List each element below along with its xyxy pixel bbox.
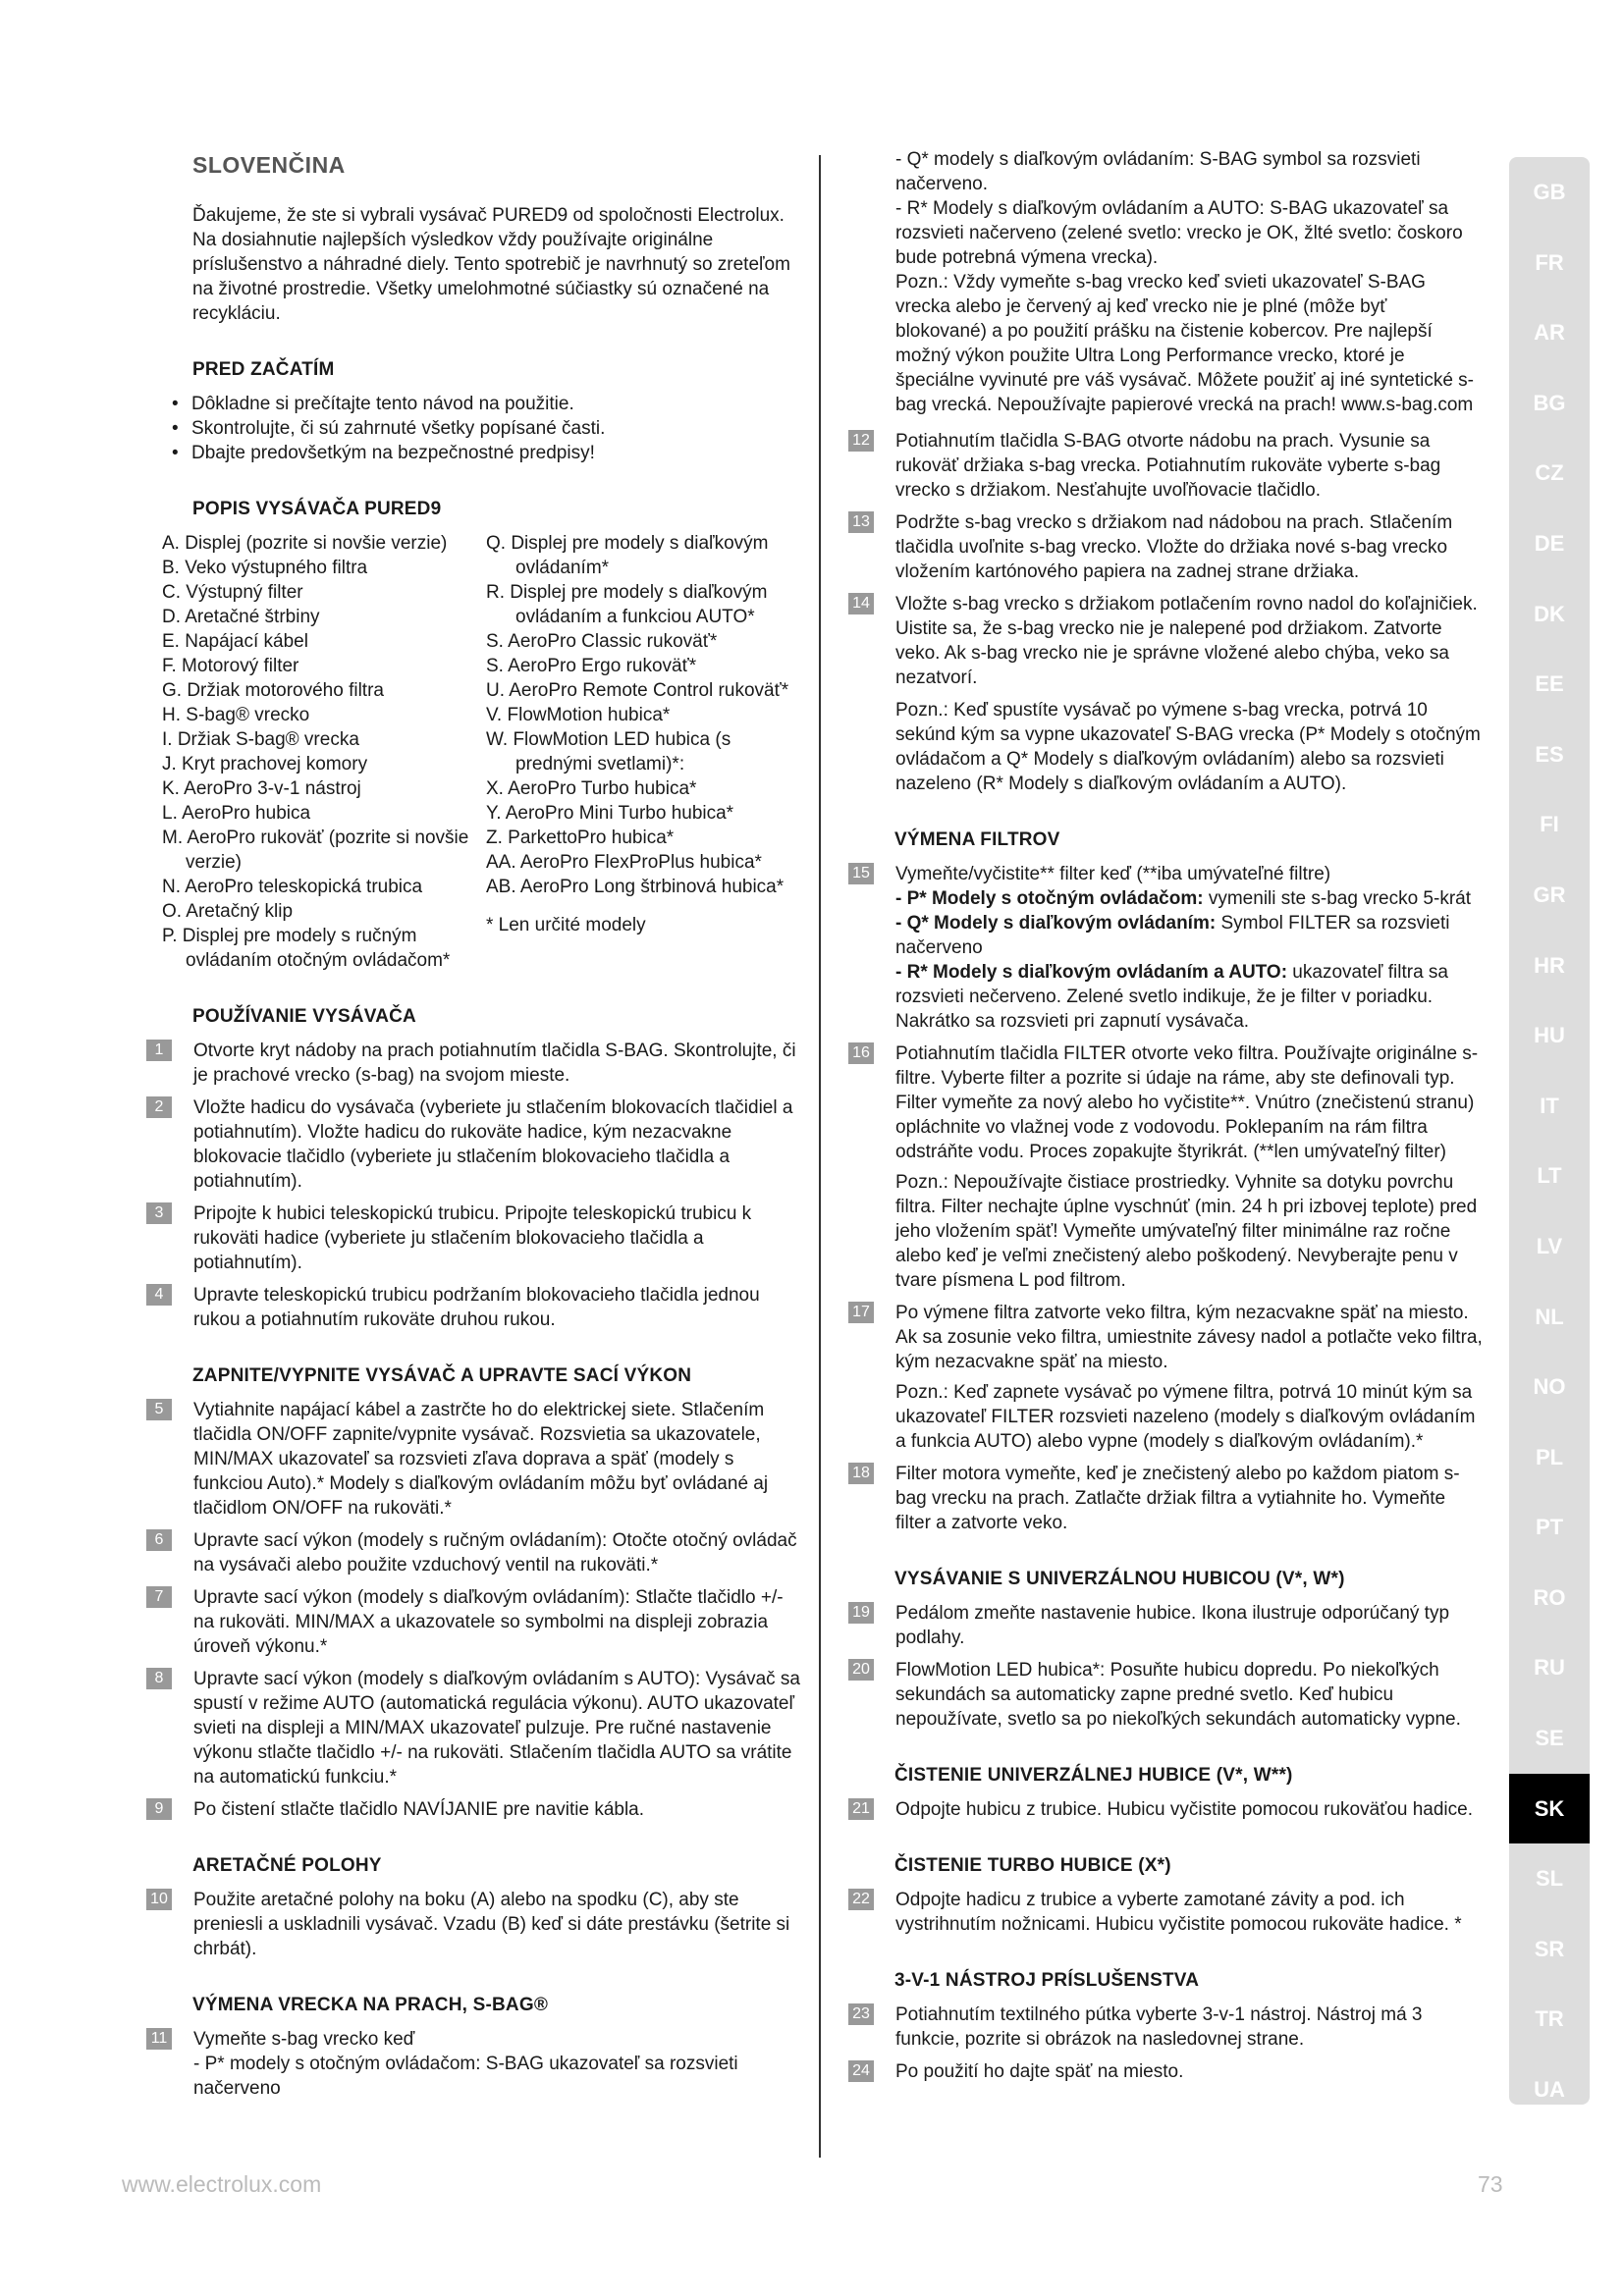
step-4-text: Upravte teleskopickú trubicu podržaním blokovacieho tlačidla jednou rukou a potiahnutím rukoväte druhou rukou. — [193, 1285, 760, 1330]
language-tab-de[interactable]: DE — [1534, 530, 1565, 556]
language-tab-ro[interactable]: RO — [1533, 1584, 1566, 1610]
parts-footnote: * Len určité modely — [486, 915, 646, 935]
language-tab-bg[interactable]: BG — [1533, 390, 1566, 415]
step-15-line-bold: - P* Modely s otočným ovládačom: — [895, 888, 1204, 909]
step-6-text: Upravte sací výkon (modely s ručným ovládaním): Otočte otočný ovládač na vysávači alebo použite vzduchový ventil na rukoväti.* — [193, 1530, 797, 1575]
step-number-15: 15 — [848, 863, 874, 884]
heading-filters: VÝMENA FILTROV — [894, 829, 1060, 850]
step-20 — [852, 1658, 1483, 1732]
step-15-line-text: Vymeňte/vyčistite** filter keď (**iba umývateľné filtre) — [895, 864, 1331, 884]
language-tab-lt[interactable]: LT — [1537, 1163, 1562, 1189]
intro-paragraph: Ďakujeme, že ste si vybrali vysávač PURED9 od spoločnosti Electrolux. Na dosiahnutie najlepších výsledkov vždy používajte originálne príslušenstvo a náhradné diely. Tento spotrebič je navrhnutý so zreteľom na životné prostredie. Všetky umelohmotné súčiastky sú označené na recykláciu. — [192, 205, 790, 324]
step-number-16: 16 — [848, 1042, 874, 1064]
step-2-text: Vložte hadicu do vysávača (vyberiete ju stlačením blokovacích tlačidiel a potiahnutím). Vložte hadicu do rukoväte hadice, kým nezacvakne blokovacie tlačidlo (vyberiete ju stlačením blokovacieho tlačidla a potiahnutím). — [193, 1097, 793, 1192]
language-tab-tr[interactable]: TR — [1535, 2006, 1564, 2032]
part-item: S. AeroPro Ergo rukoväť* — [486, 656, 697, 676]
step-number-23: 23 — [848, 2003, 874, 2025]
step-22-text: Odpojte hadicu z trubice a vyberte zamotané závity a pod. ich vystrihnutím nožnicami. Hubicu vyčistite pomocou rukoväte hadice. * — [895, 1890, 1462, 1935]
language-tab-gr[interactable]: GR — [1533, 881, 1566, 907]
step-24 — [852, 2059, 1483, 2084]
step-10 — [150, 1888, 805, 1961]
step-8-text: Upravte sací výkon (modely s diaľkovým ovládaním s AUTO): Vysávač sa spustí v režime AUTO (automatická regulácia výkonu). AUTO ukazovateľ svieti na displeji a MIN/MAX ukazovateľ pulzuje. Pre ručné nastavenie výkonu stlačte tlačidlo +/- na rukoväti. Stlačením tlačidla AUTO sa vrátite na automatickú funkciu.* — [193, 1669, 800, 1788]
step-number-21: 21 — [848, 1798, 874, 1820]
step-15-line — [895, 862, 1483, 886]
step-23 — [852, 2002, 1483, 2052]
step-20-text: FlowMotion LED hubica*: Posuňte hubicu dopredu. Po niekoľkých sekundách sa automaticky zapne predné svetlo. Keď hubicu nepoužívate, svetlo sa po niekoľkých sekundách automaticky vypne. — [895, 1660, 1461, 1730]
column-divider — [819, 155, 821, 2158]
step-number-20: 20 — [848, 1659, 874, 1681]
language-tab-se[interactable]: SE — [1535, 1726, 1564, 1751]
before-start-list — [162, 392, 805, 465]
step-3-text: Pripojte k hubici teleskopickú trubicu. Pripojte teleskopickú trubicu k rukoväti hadice (vyberiete ju stlačením blokovacieho tlačidla a potiahnutím). — [193, 1203, 752, 1273]
part-item: W. FlowMotion LED hubica (s prednými svetlami)*: — [486, 729, 731, 774]
part-item: K. AeroPro 3-v-1 nástroj — [162, 778, 361, 799]
language-tab-cz[interactable]: CZ — [1535, 460, 1564, 486]
language-tabs — [1509, 157, 1590, 2105]
language-tab-ru[interactable]: RU — [1534, 1655, 1565, 1681]
step-9 — [154, 1797, 805, 1822]
part-item: Q. Displej pre modely s diaľkovým ovládaním* — [486, 533, 769, 578]
step-23-text: Potiahnutím textilného pútka vyberte 3-v-1 nástroj. Nástroj má 3 funkcie, pozrite si obrázok na nasledovnej strane. — [895, 2004, 1423, 2050]
step-number-9: 9 — [146, 1798, 172, 1820]
language-tab-gb[interactable]: GB — [1533, 180, 1566, 204]
language-tab-ar[interactable]: AR — [1534, 320, 1565, 346]
step-11-line-2: - P* modely s otočným ovládačom: S-BAG ukazovateľ sa rozsvieti načerveno — [193, 2054, 738, 2099]
step-13-text: Podržte s-bag vrecko s držiakom nad nádobou na prach. Stlačením tlačidla uvoľnite s-bag vrecko. Vložte do držiaka nové s-bag vrecko vložením kartónového papiera na zadnej strane držiaka. — [895, 512, 1453, 582]
language-tab-sk[interactable]: SK — [1509, 1774, 1590, 1844]
step-12-text: Potiahnutím tlačidla S-BAG otvorte nádobu na prach. Vysunie sa rukoväť držiaka s-bag vrecka. Potiahnutím rukoväte vyberte s-bag vrecko s držiakom. Nesťahujte uvoľňovacie tlačidlo. — [895, 431, 1441, 501]
step-16-text: Potiahnutím tlačidla FILTER otvorte veko filtra. Používajte originálne s-filtre. Vyberte filter a pozrite si údaje na ráme, aby ste definovali typ. Filter vymeňte za nový alebo ho vyčistite**. Vnútro (znečistenú stranu) opláchnite vo vlažnej vode z vodovodu. Poklepaním na rám filtra odstráňte vodu. Proces zopakujte štyrikrát. (**len umývateľný filter) — [895, 1043, 1479, 1162]
step-number-5: 5 — [146, 1399, 172, 1420]
heading-use: POUŽÍVANIE VYSÁVAČA — [192, 1006, 416, 1027]
heading-clean-turbo: ČISTENIE TURBO HUBICE (X*) — [894, 1855, 1171, 1876]
step-8 — [154, 1667, 805, 1789]
step-14-text: Vložte s-bag vrecko s držiakom potlačením rovno nadol do koľajničiek. Uistite sa, že s-bag vrecko nie je nalepené pod držiakom. Zatvorte veko. Ak s-bag vrecko nie je správne vložené alebo chýba, veko sa nezatvorí. — [895, 594, 1478, 688]
step-22 — [852, 1888, 1483, 1937]
step-11-note: Pozn.: Vždy vymeňte s-bag vrecko keď svieti ukazovateľ S-BAG vrecka alebo je červený aj keď vrecko nie je plné (môže byť blokované) a po použití prášku na čistenie kobercov. Pre najlepší možný výkon použite Ultra Long Performance vrecko, ktoré je špeciálne vyvinuté pre váš vysávač. Môžete použiť aj iné syntetické s-bag vrecká. Nepoužívajte papierové vrecká na prach! www.s-bag.com — [895, 272, 1475, 415]
left-column — [150, 147, 805, 2109]
part-item: M. AeroPro rukoväť (pozrite si novšie verzie) — [162, 828, 469, 873]
step-number-17: 17 — [848, 1302, 874, 1323]
step-19-text: Pedálom zmeňte nastavenie hubice. Ikona ilustruje odporúčaný typ podlahy. — [895, 1603, 1450, 1648]
heading-before-start: PRED ZAČATÍM — [192, 359, 335, 380]
step-21-text: Odpojte hubicu z trubice. Hubicu vyčistite pomocou rukoväťou hadice. — [895, 1799, 1473, 1820]
step-15-lines — [895, 862, 1483, 1034]
step-number-19: 19 — [848, 1602, 874, 1624]
part-item: X. AeroPro Turbo hubica* — [486, 778, 697, 799]
clean-universal-steps — [852, 1797, 1483, 1822]
step-12 — [852, 429, 1483, 503]
part-item: V. FlowMotion hubica* — [486, 705, 671, 725]
part-item: A. Displej (pozrite si novšie verzie) — [162, 533, 448, 554]
language-tab-lv[interactable]: LV — [1536, 1233, 1563, 1258]
step-18 — [852, 1462, 1483, 1535]
part-item: R. Displej pre modely s diaľkovým ovládaním a funkciou AUTO* — [486, 582, 768, 627]
step-15-line-text: vymenili ste s-bag vrecko 5-krát — [1203, 888, 1471, 909]
part-item: P. Displej pre modely s ručným ovládaním otočným ovládačom* — [162, 926, 451, 971]
step-4 — [154, 1283, 805, 1332]
footer-url: www.electrolux.com — [122, 2171, 322, 2197]
heading-sbag: VÝMENA VRECKA NA PRACH, S-BAG® — [192, 1995, 549, 2015]
part-item: L. AeroPro hubica — [162, 803, 311, 824]
before-start-bullet: • Dôkladne si prečítajte tento návod na použitie. — [172, 392, 805, 416]
power-steps — [154, 1398, 805, 1822]
step-number-14: 14 — [848, 593, 874, 614]
heading-clean-universal: ČISTENIE UNIVERZÁLNEJ HUBICE (V*, W**) — [894, 1765, 1293, 1786]
part-item: J. Kryt prachovej komory — [162, 754, 368, 774]
step-2 — [154, 1095, 805, 1194]
step-16-note: Pozn.: Nepoužívajte čistiace prostriedky. Vyhnite sa dotyku povrchu filtra. Filter nechajte úplne vyschnúť (min. 24 h pri izbovej teplote) pred jeho vložením späť! Vymeňte umývateľný filter minimálne raz ročne alebo keď je veľmi znečistený alebo poškodený. Nevyberajte penu v tvare písmena L pod filtrom. — [895, 1172, 1478, 1291]
heading-universal: VYSÁVANIE S UNIVERZÁLNOU HUBICOU (V*, W*) — [894, 1569, 1345, 1589]
step-number-8: 8 — [146, 1668, 172, 1689]
language-tab-it[interactable]: IT — [1540, 1093, 1559, 1118]
part-item: N. AeroPro teleskopická trubica — [162, 877, 423, 897]
step-14-note: Pozn.: Keď spustíte vysávač po výmene s-bag vrecka, potrvá 10 sekúnd kým sa vypne ukazovateľ S-BAG vrecka (P* Modely s otočným ovládačom a Q* Modely s diaľkovým ovládaním) alebo sa rozsvieti nazeleno (R* Modely s diaľkovým ovládaním a AUTO). — [895, 700, 1481, 794]
step-number-6: 6 — [146, 1529, 172, 1551]
language-tab-ee[interactable]: EE — [1535, 671, 1564, 697]
step-15-line-text: ukazovateľ filtra sa rozsvieti nečerveno. Zelené svetlo indikuje, že je filter v poriadku. Nakrátko sa rozsvieti pri zapnutí vysávača. — [895, 962, 1448, 1032]
step-number-11: 11 — [146, 2028, 172, 2050]
language-tab-pt[interactable]: PT — [1535, 1515, 1564, 1540]
parking-steps — [150, 1888, 805, 1961]
step-5-text: Vytiahnite napájací kábel a zastrčte ho do elektrickej siete. Stlačením tlačidla ON/OFF zapnite/vypnite vysávač. Rozsvietia sa ukazovatele, MIN/MAX ukazovateľ sa rozsvieti zľava doprava a späť (modely s funkciou Auto).* Modely s diaľkovým ovládaním môžu byť ovládané aj tlačidlom ON/OFF na rukoväti.* — [193, 1400, 769, 1519]
part-item: U. AeroPro Remote Control rukoväť* — [486, 680, 789, 701]
step-16 — [852, 1041, 1483, 1293]
page-number: 73 — [1478, 2171, 1503, 2197]
part-item: Y. AeroPro Mini Turbo hubica* — [486, 803, 734, 824]
part-item: AA. AeroPro FlexProPlus hubica* — [486, 852, 762, 873]
step-15-line-bold: - Q* Modely s diaľkovým ovládaním: — [895, 913, 1217, 934]
heading-3in1: 3-V-1 NÁSTROJ PRÍSLUŠENSTVA — [894, 1970, 1200, 1991]
part-item: B. Veko výstupného filtra — [162, 558, 368, 578]
step-number-4: 4 — [146, 1284, 172, 1306]
step-11-line-1: Vymeňte s-bag vrecko keď — [193, 2029, 415, 2050]
language-tab-hu[interactable]: HU — [1534, 1023, 1565, 1048]
step-6 — [154, 1528, 805, 1577]
universal-steps — [852, 1601, 1483, 1732]
step-19 — [852, 1601, 1483, 1650]
parts-col-b — [486, 531, 800, 899]
parts-col-a — [162, 531, 486, 973]
step-number-12: 12 — [848, 430, 874, 452]
step-10-text: Použite aretačné polohy na boku (A) alebo na spodku (C), aby ste preniesli a uskladnili vysávač. Vzadu (B) keď si dáte prestávku (šetrite si chrbát). — [193, 1890, 790, 1959]
step-number-13: 13 — [848, 511, 874, 533]
step-15-line-bold: - R* Modely s diaľkovým ovládaním a AUTO: — [895, 962, 1288, 983]
language-tab-ua[interactable]: UA — [1534, 2077, 1565, 2103]
language-tab-hr[interactable]: HR — [1534, 952, 1565, 978]
step-number-7: 7 — [146, 1586, 172, 1608]
tool-3in1-steps — [852, 2002, 1483, 2084]
step-11 — [150, 2027, 805, 2101]
page-language-title: SLOVENČINA — [192, 152, 346, 178]
step-7-text: Upravte sací výkon (modely s diaľkovým ovládaním): Stlačte tlačidlo +/- na rukoväti. MIN/MAX a ukazovatele so symbolmi na displeji zobrazia úroveň výkonu.* — [193, 1587, 784, 1657]
part-item: C. Výstupný filter — [162, 582, 303, 603]
language-tab-sr[interactable]: SR — [1534, 1936, 1565, 1961]
step-5 — [154, 1398, 805, 1521]
sbag-steps — [852, 429, 1483, 690]
step-17-text: Po výmene filtra zatvorte veko filtra, kým nezacvakne späť na miesto. Ak sa zosunie veko filtra, umiestnite závesy nadol a potlačte veko filtra, kým nezacvakne späť na miesto. — [895, 1303, 1483, 1372]
step-number-18: 18 — [848, 1463, 874, 1484]
language-tab-fi[interactable]: FI — [1540, 812, 1559, 837]
part-item: H. S-bag® vrecko — [162, 705, 310, 725]
step-15-line — [895, 960, 1483, 1034]
step-number-10: 10 — [146, 1889, 172, 1910]
part-item: I. Držiak S-bag® vrecka — [162, 729, 359, 750]
step-15-line — [895, 886, 1483, 911]
part-item: S. AeroPro Classic rukoväť* — [486, 631, 718, 652]
language-tab-no[interactable]: NO — [1533, 1374, 1566, 1400]
heading-description: POPIS VYSÁVAČA PURED9 — [192, 499, 442, 519]
language-tab-fr[interactable]: FR — [1535, 249, 1564, 275]
before-start-bullet: • Skontrolujte, či sú zahrnuté všetky popísané časti. — [172, 416, 805, 441]
step-7 — [154, 1585, 805, 1659]
step-number-3: 3 — [146, 1202, 172, 1224]
step-1-text: Otvorte kryt nádoby na prach potiahnutím tlačidla S-BAG. Skontrolujte, či je prachové vrecko (s-bag) na svojom mieste. — [193, 1041, 796, 1086]
step-number-2: 2 — [146, 1096, 172, 1118]
step-13 — [852, 510, 1483, 584]
part-item: G. Držiak motorového filtra — [162, 680, 384, 701]
language-tab-es[interactable]: ES — [1535, 741, 1564, 767]
step-15 — [852, 862, 1483, 1034]
part-item: O. Aretačný klip — [162, 901, 294, 922]
step-11-line-4: - R* Modely s diaľkovým ovládaním a AUTO: S-BAG ukazovateľ sa rozsvieti načerveno (zelené svetlo: vrecko je OK, žlté svetlo: čoskoro bude potrebná výmena vrecka). — [895, 198, 1463, 268]
step-11-continued — [864, 147, 1483, 417]
step-18-text: Filter motora vymeňte, keď je znečistený alebo po každom piatom s-bag vrecku na prach. Zatlačte držiak filtra a vytiahnite ho. Vymeňte filter a zatvorte veko. — [895, 1464, 1460, 1533]
heading-parking: ARETAČNÉ POLOHY — [192, 1855, 382, 1876]
part-item: Z. ParkettoPro hubica* — [486, 828, 675, 848]
step-15-line-text: Symbol FILTER sa rozsvieti načerveno — [895, 913, 1450, 958]
clean-turbo-steps — [852, 1888, 1483, 1937]
part-item: F. Motorový filter — [162, 656, 299, 676]
parts-list — [162, 531, 805, 973]
step-15-line — [895, 911, 1483, 960]
use-steps — [154, 1039, 805, 1332]
heading-power: ZAPNITE/VYPNITE VYSÁVAČ A UPRAVTE SACÍ VÝKON — [192, 1365, 692, 1386]
step-17 — [852, 1301, 1483, 1454]
step-24-text: Po použití ho dajte späť na miesto. — [895, 2061, 1184, 2082]
language-tab-nl[interactable]: NL — [1535, 1304, 1564, 1329]
step-number-1: 1 — [146, 1040, 172, 1061]
step-number-22: 22 — [848, 1889, 874, 1910]
step-1 — [154, 1039, 805, 1088]
step-11-line-3: - Q* modely s diaľkovým ovládaním: S-BAG symbol sa rozsvieti načerveno. — [895, 149, 1421, 194]
part-item: AB. AeroPro Long štrbinová hubica* — [486, 877, 785, 897]
step-21 — [852, 1797, 1483, 1822]
part-item: E. Napájací kábel — [162, 631, 308, 652]
right-column — [852, 147, 1483, 2092]
language-tab-sl[interactable]: SL — [1535, 1866, 1564, 1892]
step-17-note: Pozn.: Keď zapnete vysávač po výmene filtra, potrvá 10 minút kým sa ukazovateľ FILTER rozsvieti nazeleno (modely s diaľkovým ovládaním a funkcia AUTO) alebo vypne (modely s diaľkovým ovládaním).* — [895, 1382, 1476, 1452]
language-tab-dk[interactable]: DK — [1534, 601, 1565, 626]
before-start-bullet: • Dbajte predovšetkým na bezpečnostné predpisy! — [172, 441, 805, 465]
step-3 — [154, 1201, 805, 1275]
step-9-text: Po čistení stlačte tlačidlo NAVÍJANIE pre navitie kábla. — [193, 1799, 645, 1820]
language-tab-pl[interactable]: PL — [1535, 1444, 1564, 1469]
step-number-24: 24 — [848, 2060, 874, 2082]
language-tab-list — [1509, 157, 1590, 2125]
step-14 — [852, 592, 1483, 690]
part-item: D. Aretačné štrbiny — [162, 607, 320, 627]
